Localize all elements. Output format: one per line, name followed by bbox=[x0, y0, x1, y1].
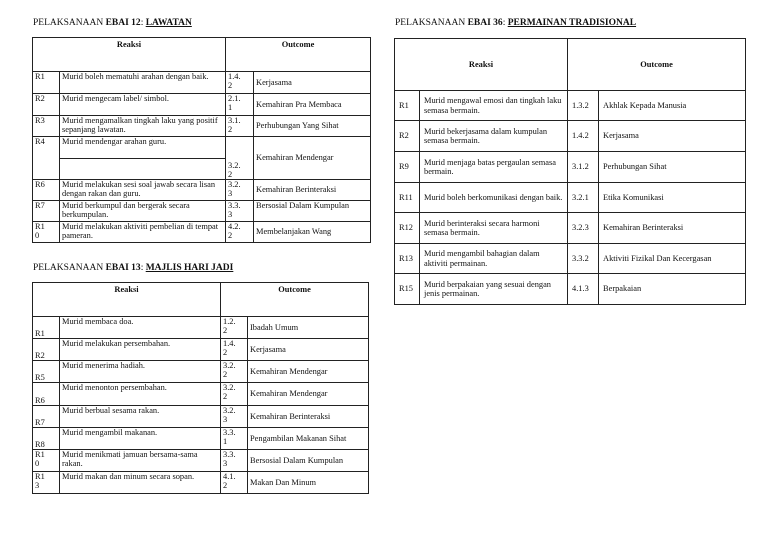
row-code: R1 0 bbox=[33, 222, 60, 243]
table-row bbox=[33, 317, 369, 339]
table-row bbox=[33, 450, 369, 472]
row-code: R1 bbox=[33, 72, 60, 94]
row-reaksi: Murid membaca doa. bbox=[60, 317, 221, 339]
row-reaksi: Murid boleh mematuhi arahan dengan baik. bbox=[60, 72, 226, 94]
row-number: 3.2.1 bbox=[568, 183, 599, 213]
row-outcome: Akhlak Kepada Manusia bbox=[599, 91, 746, 121]
table-row bbox=[33, 383, 369, 406]
ebai13-header-outcome: Outcome bbox=[221, 283, 369, 317]
row-reaksi: Murid bekerjasama dalam kumpulan semasa bermain. bbox=[420, 121, 568, 152]
ebai13-heading-title: MAJLIS HARI JADI bbox=[145, 263, 234, 273]
row-reaksi: Murid berpakaian yang sesuai dengan jenis permainan. bbox=[420, 274, 568, 305]
table-row bbox=[33, 406, 369, 428]
ebai36-heading-number: EBAI 36 bbox=[467, 18, 503, 28]
ebai36-header-reaksi: Reaksi bbox=[395, 39, 568, 91]
row-reaksi: Murid mengamalkan tingkah laku yang positif sepanjang lawatan. bbox=[60, 116, 226, 137]
row-reaksi: Murid berbual sesama rakan. bbox=[60, 406, 221, 428]
row-code: R1 bbox=[395, 91, 420, 121]
ebai12-table bbox=[32, 37, 371, 243]
row-outcome: Kerjasama bbox=[599, 121, 746, 152]
row-number: 4.1. 2 bbox=[221, 472, 248, 494]
row-code: R1 0 bbox=[33, 450, 60, 472]
row-code: R11 bbox=[395, 183, 420, 213]
table-row bbox=[395, 213, 746, 244]
row-reaksi: Murid menjaga batas pergaulan semasa bermain. bbox=[420, 152, 568, 183]
ebai36-heading-prefix: PELAKSANAAN bbox=[395, 18, 466, 28]
table-row bbox=[395, 121, 746, 152]
table-row bbox=[33, 222, 371, 243]
row-number: 1.4.2 bbox=[568, 121, 599, 152]
ebai12-heading-number: EBAI 12 bbox=[105, 18, 141, 28]
table-row bbox=[33, 339, 369, 361]
row-code: R1 3 bbox=[33, 472, 60, 494]
row-number: 3.2.3 bbox=[568, 213, 599, 244]
row-code: R2 bbox=[33, 339, 60, 361]
ebai13-heading-prefix: PELAKSANAAN bbox=[33, 263, 104, 273]
row-outcome: Pengambilan Makanan Sihat bbox=[248, 428, 369, 450]
row-number: 1.4. 2 bbox=[221, 339, 248, 361]
table-row bbox=[33, 137, 371, 159]
row-outcome: Membelanjakan Wang bbox=[254, 222, 371, 243]
row-number: 3.2. 2 bbox=[221, 383, 248, 406]
row-number: 3.2. 2 bbox=[226, 137, 254, 180]
row-number: 2.1. 1 bbox=[226, 94, 254, 116]
ebai12-header-reaksi: Reaksi bbox=[33, 38, 226, 72]
row-code: R1 bbox=[33, 317, 60, 339]
row-outcome: Perhubungan Sihat bbox=[599, 152, 746, 183]
row-number: 3.2. 2 bbox=[221, 361, 248, 383]
table-row bbox=[395, 183, 746, 213]
row-number: 3.3. 3 bbox=[226, 201, 254, 222]
row-reaksi: Murid mengecam label/ simbol. bbox=[60, 94, 226, 116]
row-outcome: Kemahiran Mendengar bbox=[254, 137, 371, 180]
row-outcome: Berpakaian bbox=[599, 274, 746, 305]
row-code: R2 bbox=[33, 94, 60, 116]
row-outcome: Kemahiran Berinteraksi bbox=[248, 406, 369, 428]
row-code: R8 bbox=[33, 428, 60, 450]
ebai13-header-reaksi: Reaksi bbox=[33, 283, 221, 317]
ebai36-heading-title: PERMAINAN TRADISIONAL bbox=[507, 18, 637, 28]
row-outcome: Bersosial Dalam Kumpulan bbox=[254, 201, 371, 222]
row-code: R12 bbox=[395, 213, 420, 244]
table-row bbox=[33, 116, 371, 137]
row-code: R9 bbox=[395, 152, 420, 183]
row-outcome: Bersosial Dalam Kumpulan bbox=[248, 450, 369, 472]
row-reaksi: Murid makan dan minum secara sopan. bbox=[60, 472, 221, 494]
table-row bbox=[33, 428, 369, 450]
row-reaksi: Murid melakukan sesi soal jawab secara lisan dengan rakan dan guru. bbox=[60, 180, 226, 201]
row-number: 3.2. 3 bbox=[221, 406, 248, 428]
table-row bbox=[33, 361, 369, 383]
ebai36-heading-colon: : bbox=[502, 18, 506, 28]
table-row bbox=[395, 244, 746, 274]
row-number: 3.1.2 bbox=[568, 152, 599, 183]
row-reaksi: Murid mengawal emosi dan tingkah laku semasa bermain. bbox=[420, 91, 568, 121]
row-code: R13 bbox=[395, 244, 420, 274]
ebai13-heading-number: EBAI 13 bbox=[105, 263, 141, 273]
row-reaksi: Murid melakukan aktiviti pembelian di tempat pameran. bbox=[60, 222, 226, 243]
row-reaksi: Murid mendengar arahan guru. bbox=[60, 137, 226, 159]
row-number: 3.3. 3 bbox=[221, 450, 248, 472]
row-reaksi: Murid berkumpul dan bergerak secara berkumpulan. bbox=[60, 201, 226, 222]
row-outcome: Kerjasama bbox=[248, 339, 369, 361]
ebai12-heading-prefix: PELAKSANAAN bbox=[33, 18, 104, 28]
table-row bbox=[395, 152, 746, 183]
row-code: R15 bbox=[395, 274, 420, 305]
ebai36-heading bbox=[395, 18, 636, 29]
row-outcome: Aktiviti Fizikal Dan Kecergasan bbox=[599, 244, 746, 274]
row-code: R7 bbox=[33, 406, 60, 428]
ebai36-header-outcome: Outcome bbox=[568, 39, 746, 91]
row-code: R7 bbox=[33, 201, 60, 222]
row-reaksi: Murid mengambil bahagian dalam aktiviti permainan. bbox=[420, 244, 568, 274]
row-outcome: Makan Dan Minum bbox=[248, 472, 369, 494]
row-reaksi-empty bbox=[60, 159, 226, 180]
row-reaksi: Murid menerima hadiah. bbox=[60, 361, 221, 383]
row-code: R5 bbox=[33, 361, 60, 383]
row-code: R4 bbox=[33, 137, 60, 180]
row-number: 3.2. 3 bbox=[226, 180, 254, 201]
row-number: 3.1. 2 bbox=[226, 116, 254, 137]
ebai12-heading-colon: : bbox=[140, 18, 144, 28]
row-code: R2 bbox=[395, 121, 420, 152]
row-outcome: Kemahiran Mendengar bbox=[248, 383, 369, 406]
row-reaksi: Murid berinteraksi secara harmoni semasa bermain. bbox=[420, 213, 568, 244]
ebai13-table bbox=[32, 282, 369, 494]
ebai13-heading-colon: : bbox=[140, 263, 144, 273]
row-outcome: Ibadah Umum bbox=[248, 317, 369, 339]
row-number: 1.3.2 bbox=[568, 91, 599, 121]
row-number: 3.3. 1 bbox=[221, 428, 248, 450]
row-reaksi: Murid boleh berkomunikasi dengan baik. bbox=[420, 183, 568, 213]
table-row bbox=[33, 472, 369, 494]
table-row bbox=[33, 94, 371, 116]
row-number: 1.4. 2 bbox=[226, 72, 254, 94]
table-row bbox=[33, 201, 371, 222]
ebai12-heading-title: LAWATAN bbox=[145, 18, 192, 28]
row-outcome: Etika Komunikasi bbox=[599, 183, 746, 213]
row-number: 3.3.2 bbox=[568, 244, 599, 274]
row-number: 1.2. 2 bbox=[221, 317, 248, 339]
row-number: 4.1.3 bbox=[568, 274, 599, 305]
table-row bbox=[33, 180, 371, 201]
table-row bbox=[395, 274, 746, 305]
row-outcome: Perhubungan Yang Sihat bbox=[254, 116, 371, 137]
row-reaksi: Murid menikmati jamuan bersama-sama rakan. bbox=[60, 450, 221, 472]
row-reaksi: Murid menonton persembahan. bbox=[60, 383, 221, 406]
ebai12-heading bbox=[33, 18, 192, 29]
row-outcome: Kerjasama bbox=[254, 72, 371, 94]
ebai13-heading bbox=[33, 263, 233, 274]
table-row bbox=[33, 72, 371, 94]
row-outcome: Kemahiran Pra Membaca bbox=[254, 94, 371, 116]
row-outcome: Kemahiran Mendengar bbox=[248, 361, 369, 383]
table-row bbox=[395, 91, 746, 121]
row-code: R3 bbox=[33, 116, 60, 137]
ebai12-header-outcome: Outcome bbox=[226, 38, 371, 72]
row-outcome: Kemahiran Berinteraksi bbox=[254, 180, 371, 201]
row-reaksi: Murid mengambil makanan. bbox=[60, 428, 221, 450]
ebai36-table bbox=[394, 38, 746, 305]
row-number: 4.2. 2 bbox=[226, 222, 254, 243]
row-reaksi: Murid melakukan persembahan. bbox=[60, 339, 221, 361]
row-outcome: Kemahiran Berinteraksi bbox=[599, 213, 746, 244]
row-code: R6 bbox=[33, 180, 60, 201]
row-code: R6 bbox=[33, 383, 60, 406]
